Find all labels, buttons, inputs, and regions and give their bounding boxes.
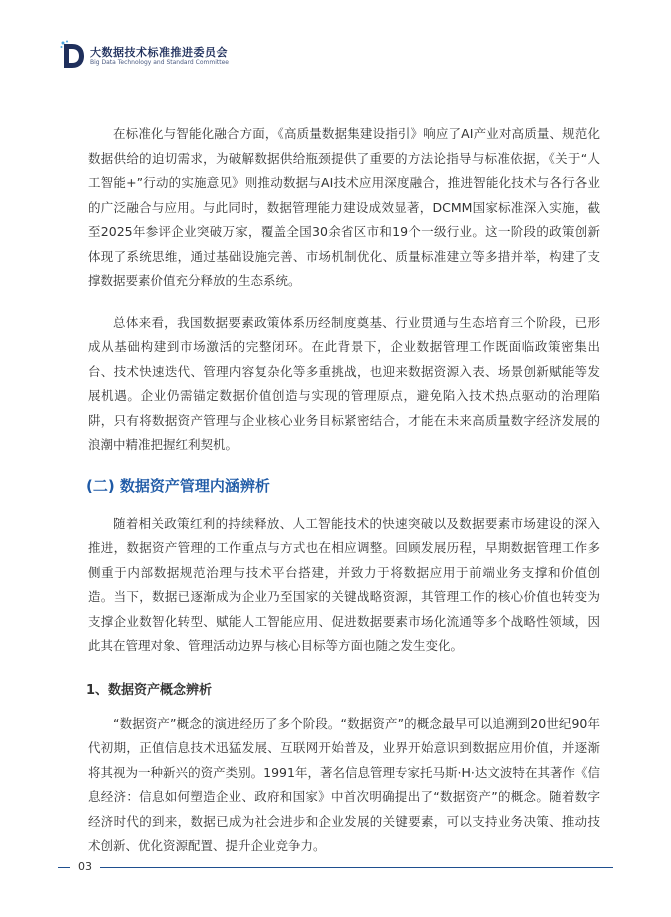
paragraph: 在标准化与智能化融合方面，《高质量数据集建设指引》响应了AI产业对高质量、规范化数据供给的迫切需求，为破解数据供给瓶颈提供了重要的方法论指导与标准依据，《关于“人工智能+”行动的实施意见》则推动数据与AI技术应用深度融合，推进智能化技术与各行各业的广泛融合与应用。与此同时，数据管理能力建设成效显著，DCMM国家标准深入实施，截至2025年参评企业突破万家，覆盖全国30余省区市和19个一级行业。这一阶段的政策创新体现了系统思维，通过基础设施完善、市场机制优化、质量标准建立等多措并举，构建了支撑数据要素价值充分释放的生态系统。 bbox=[88, 126, 600, 288]
footer-rule-left bbox=[58, 867, 70, 868]
paragraph: 随着相关政策红利的持续释放、人工智能技术的快速突破以及数据要素市场建设的深入推进，数据资产管理的工作重点与方式也在相应调整。回顾发展历程，早期数据管理工作多侧重于内部数据规范治理与技术平台搭建，并致力于将数据应用于前端业务支撑和价值创造。当下，数据已逐渐成为企业乃至国家的关键战略资源，其管理工作的核心价值也转变为支撑企业数智化转型、赋能人工智能应用、促进数据要素市场化流通等多个战略性领域，因此其在管理对象、管理活动边界与核心目标等方面也随之发生变化。 bbox=[88, 515, 600, 653]
section-heading: (二) 数据资产管理内涵辨析 bbox=[86, 476, 270, 495]
subsection-heading: 1、数据资产概念辨析 bbox=[86, 682, 213, 698]
document-body bbox=[88, 122, 600, 876]
paragraph: “数据资产”概念的演进经历了多个阶段。“数据资产”的概念最早可以追溯到20世纪90年代初期，正值信息技术迅猛发展、互联网开始普及，业界开始意识到数据应用价值，并逐渐将其视为一种新兴的资产类别。1991年，著名信息管理专家托马斯·H·达文波特在其著作《信息经济：信息如何塑造企业、政府和国家》中首次明确提出了“数据资产”的概念。随着数字经济时代的到来，数据已成为社会进步和企业发展的关键要素，可以支持业务决策、推动技术创新、优化资源配置、提升企业竞争力。 bbox=[88, 715, 600, 853]
org-name-cn: 大数据技术标准推进委员会 bbox=[90, 46, 228, 59]
org-name-en: Big Data Technology and Standard Committee bbox=[90, 59, 229, 66]
page-number: 03 bbox=[78, 860, 92, 873]
header-logo bbox=[60, 40, 260, 74]
paragraph: 总体来看，我国数据要素政策体系历经制度奠基、行业贯通与生态培育三个阶段，已形成从基础构建到市场激活的完整闭环。在此背景下，企业数据管理工作既面临政策密集出台、技术快速迭代、管理内容复杂化等多重挑战，也迎来数据资源入表、场景创新赋能等发展机遇。企业仍需锚定数据价值创造与实现的管理原点，避免陷入技术热点驱动的治理陷阱，只有将数据资产管理与企业核心业务目标紧密结合，才能在未来高质量数字经济发展的浪潮中精准把握红利契机。 bbox=[88, 314, 600, 452]
logo-d-icon bbox=[60, 40, 86, 72]
footer-rule-right bbox=[100, 867, 613, 868]
